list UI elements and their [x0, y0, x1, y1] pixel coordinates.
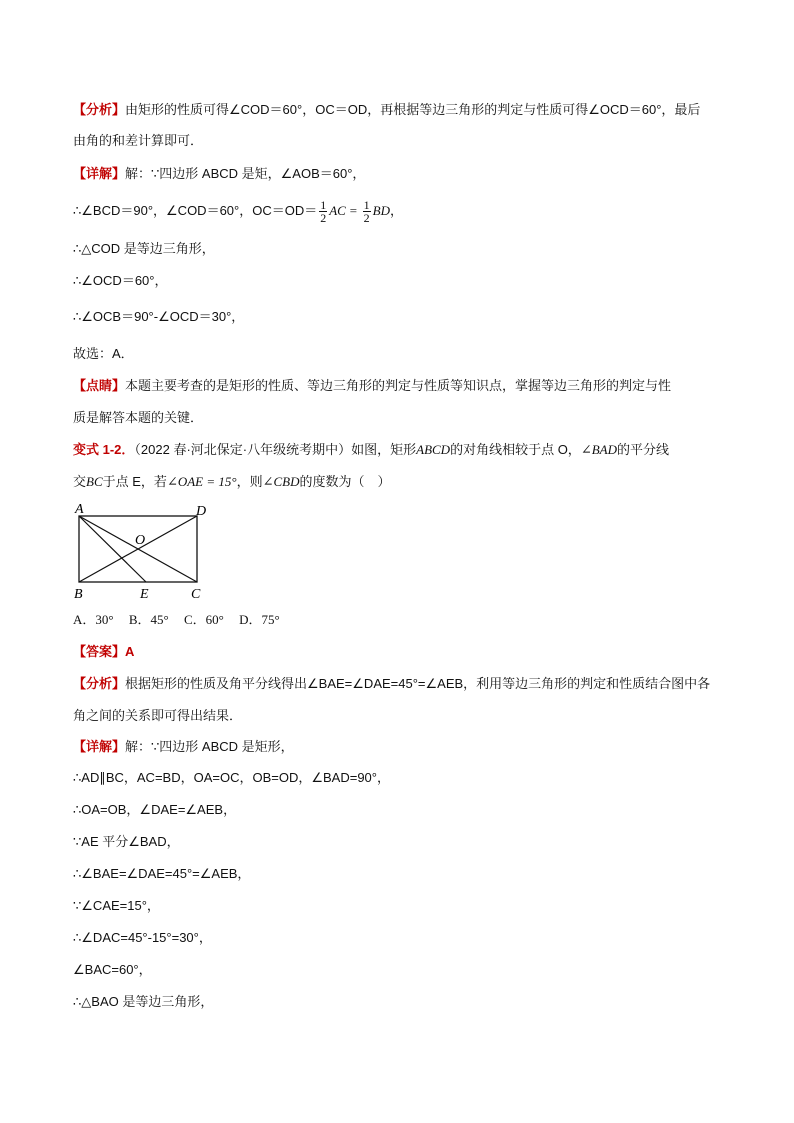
analysis2-line-2: 角之间的关系即可得出结果． [73, 708, 243, 723]
detail-text: 解：∵四边形 ABCD 是矩，∠AOB＝60°， [125, 166, 366, 181]
detail2-line-2: ∴AD∥BC，AC=BD，OA=OC，OB=OD，∠BAD=90°， [73, 770, 390, 785]
detail2-line-1: 【详解】解：∵四边形 ABCD 是矩形， [73, 739, 294, 754]
analysis-line-2 [73, 131, 724, 151]
detail-line-2: ∴∠BCD＝90°，∠COD＝60°，OC＝OD＝ $\frac{1}{2}$ AC = $\frac{1}{2}$ BD， [73, 198, 403, 226]
detail-line-4: ∴∠OCD＝60°， [73, 273, 168, 288]
detail2-line-5: ∴∠BAE=∠DAE=45°=∠AEB， [73, 866, 251, 881]
point-line-2: 质是解答本题的关键． [73, 410, 204, 425]
label-e: E [140, 587, 149, 602]
detail-line-3: ∴△COD 是等边三角形， [73, 241, 215, 256]
detail-text: ∴∠BCD＝90°，∠COD＝60°，OC＝OD＝ [73, 203, 318, 218]
variant-source: （2022 春·河北保定·八年级统考期中） [134, 442, 352, 457]
analysis-text: 由矩形的性质可得∠COD＝60°，OC＝OD，再根据等边三角形的判定与性质可得∠OCD＝60°，最后 [125, 102, 701, 117]
detail-line-5: ∴∠OCB＝90°-∠OCD＝30°， [73, 309, 245, 324]
fraction-half: $\frac{1}{2}$ [363, 198, 370, 226]
rectangle-figure [72, 500, 232, 610]
analysis-text: 由角的和差计算即可． [73, 133, 204, 148]
variant-line-1: 变式 1-2．（2022 春·河北保定·八年级统考期中）如图，矩形ABCD的对角线相较于点 O，∠BAD的平分线 [73, 442, 669, 457]
point-tag: 【点睛】 [73, 378, 126, 393]
analysis2-line-1: 【分析】根据矩形的性质及角平分线得出∠BAE=∠DAE=45°=∠AEB，利用等边三角形的判定和性质结合图中各 [73, 676, 711, 691]
point-line-1: 【点睛】本题主要考查的是矩形的性质、等边三角形的判定与性质等知识点，掌握等边三角形的判定与性 [73, 378, 672, 393]
label-b: B [74, 587, 83, 602]
option-b: B．45° [128, 612, 169, 627]
label-d: D [196, 504, 207, 519]
detail2-line-7: ∴∠DAC=45°-15°=30°， [73, 930, 212, 945]
label-c: C [191, 587, 201, 602]
detail-tag: 【详解】 [73, 166, 126, 181]
detail-line-6: 故选：A． [73, 346, 134, 361]
detail-line-1 [73, 164, 724, 184]
answer-line [73, 642, 724, 662]
label-o: O [135, 533, 146, 548]
options-row [73, 610, 724, 630]
fraction-half: $\frac{1}{2}$ [320, 198, 327, 226]
detail2-tag: 【详解】 [73, 739, 126, 754]
detail2-line-8: ∠BAC=60°， [73, 962, 152, 977]
variant-label: 变式 1-2． [73, 442, 135, 457]
detail2-line-4: ∵AE 平分∠BAD， [73, 834, 180, 849]
answer-value: A [125, 644, 135, 659]
analysis-tag: 【分析】 [73, 102, 126, 117]
bisector-ae [79, 516, 146, 582]
option-a: A．30° [73, 612, 114, 627]
answer-tag: 【答案】 [73, 644, 126, 659]
detail2-line-3: ∴OA=OB，∠DAE=∠AEB， [73, 802, 237, 817]
variant-line-2: 交BC于点 E，若∠OAE = 15°，则∠CBD的度数为（ ） [73, 474, 391, 489]
analysis2-tag: 【分析】 [73, 676, 126, 691]
option-d: D．75° [239, 612, 280, 627]
label-a: A [75, 502, 84, 517]
option-c: C．60° [183, 612, 224, 627]
analysis-line-1 [73, 100, 724, 120]
detail2-line-9: ∴△BAO 是等边三角形， [73, 994, 214, 1009]
rectangle-diagram [72, 500, 232, 605]
detail2-line-6: ∵∠CAE=15°， [73, 898, 160, 913]
